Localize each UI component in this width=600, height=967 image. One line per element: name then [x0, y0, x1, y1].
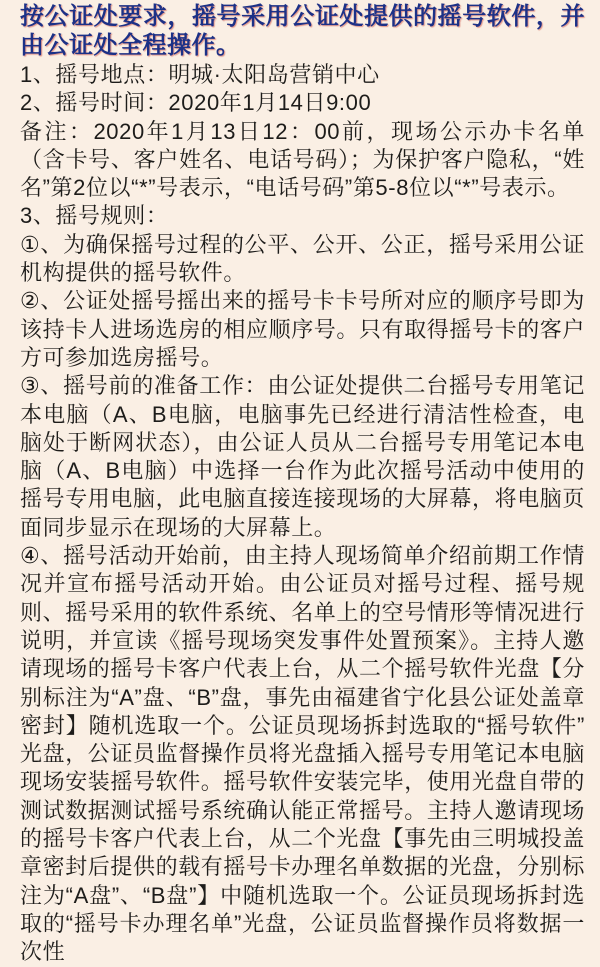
paragraph-rule-4: ④、摇号活动开始前，由主持人现场简单介绍前期工作情况并宣布摇号活动开始。由公证员对摇号过程、摇号规则、摇号采用的软件系统、名单上的空号情形等情况进行说明，并宣读《摇号现场突发事件处置预案》。主持人邀请现场的摇号卡客户代表上台，从二个摇号软件光盘【分别标注为“A”盘、“B”盘，事先由福建省宁化县公证处盖章密封】随机选取一个。公证员现场拆封选取的“摇号软件”光盘，公证员监督操作员将光盘插入摇号专用笔记本电脑现场安装摇号软件。摇号软件安装完毕，使用光盘自带的测试数据测试摇号系统确认能正常摇号。主持人邀请现场的摇号卡客户代表上台，从二个光盘【事先由三明城投盖章密封后提供的载有摇号卡办理名单数据的光盘，分别标注为“A盘”、“B盘”】中随机选取一个。公证员现场拆封选取的“摇号卡办理名单”光盘，公证员监督操作员将数据一次性: [20, 543, 586, 965]
paragraph-rules-heading: 3、摇号规则：: [20, 203, 169, 229]
paragraph-time: 2、摇号时间：2020年1月14日9:00: [20, 90, 372, 116]
paragraph-location: 1、摇号地点：明城·太阳岛营销中心: [20, 62, 380, 87]
paragraph-note: 备注：2020年1月13日12：00前，现场公示办卡名单（含卡号、客户姓名、电话号码）；为保护客户隐私，“姓名”第2位以“*”号表示，“电话号码”第5-8位以“*”号表示。: [20, 118, 585, 201]
paragraph-rule-1: ①、为确保摇号过程的公平、公开、公正，摇号采用公证机构提供的摇号软件。: [20, 231, 585, 286]
paragraph-rule-2: ②、公证处摇号摇出来的摇号卡卡号所对应的顺序号即为该持卡人进场选房的相应顺序号。只有取得摇号卡的客户方可参加选房摇号。: [20, 288, 586, 370]
notice-title: 按公证处要求，摇号采用公证处提供的摇号软件，并由公证处全程操作。: [20, 3, 585, 59]
paragraph-rule-3: ③、摇号前的准备工作：由公证处提供二台摇号专用笔记本电脑（A、B电脑，电脑事先已经进行清洁性检查，电脑处于断网状态），由公证人员从二台摇号专用笔记本电脑（A、B电脑）中选择一台作为此次摇号活动中使用的摇号专用电脑，此电脑直接连接现场的大屏幕，将电脑页面同步显示在现场的大屏幕上。: [20, 373, 586, 540]
